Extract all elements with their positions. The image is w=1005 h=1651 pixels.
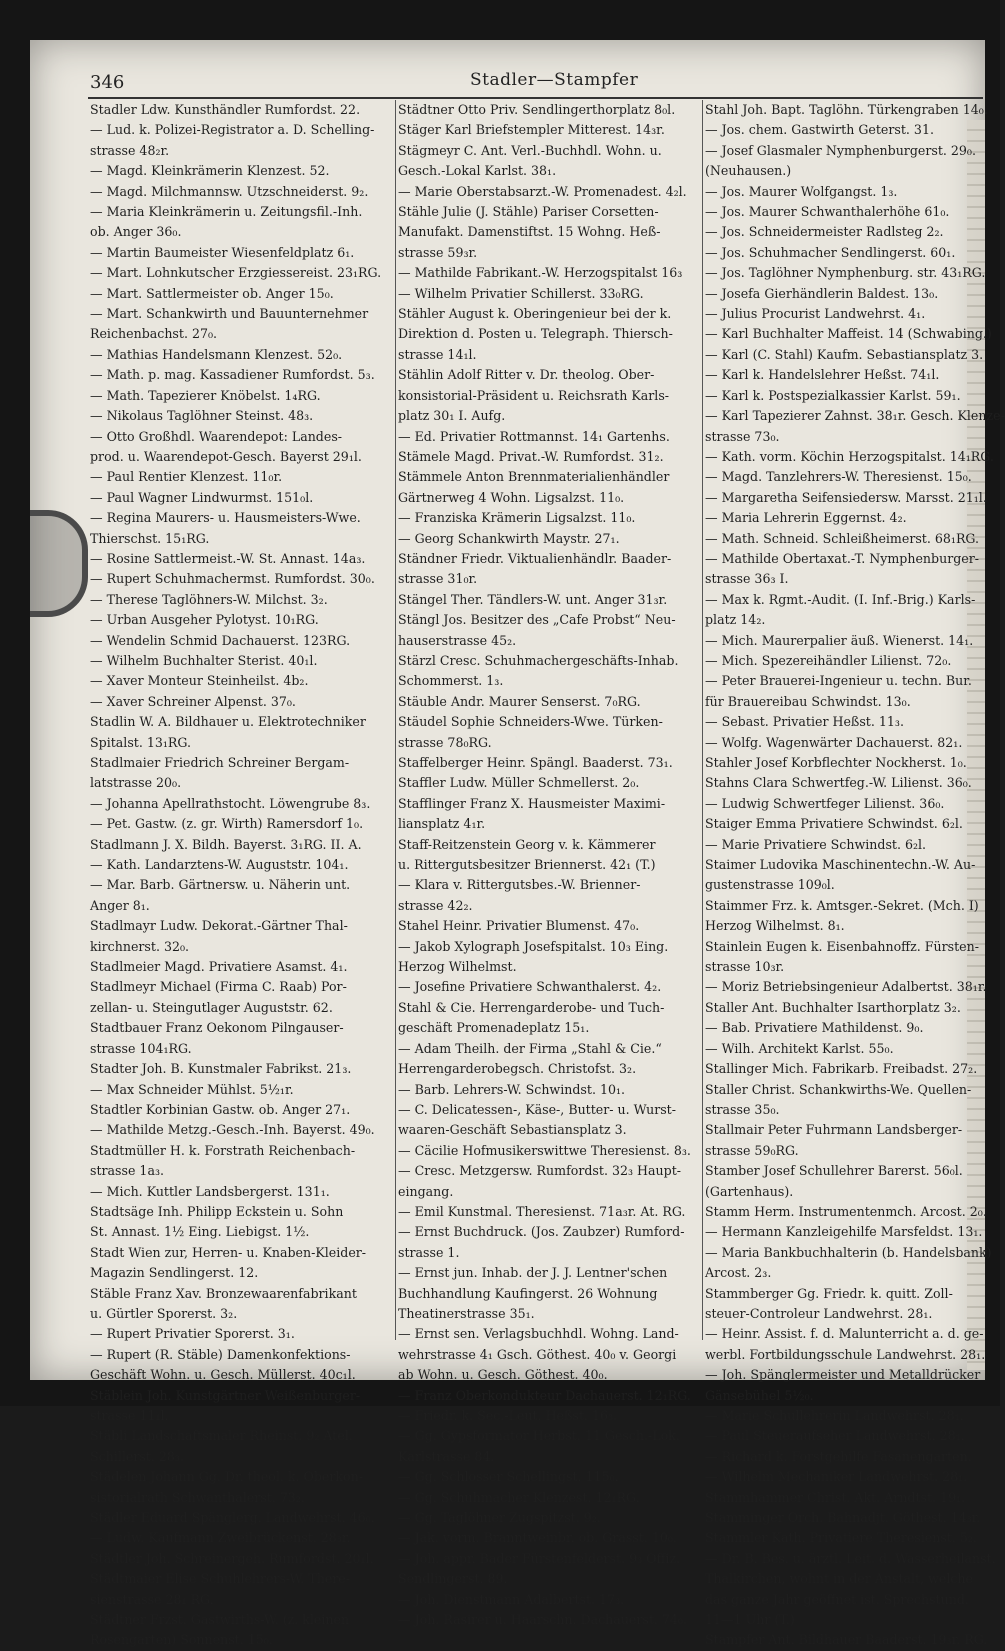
directory-entry-line: — Franz Oberkondukteur Dachauerst. 12₁RG. [398, 1387, 691, 1403]
directory-entry-line: Stammhammer Christ. Akt. Arndtst. 19₁. [705, 1489, 966, 1505]
directory-entry-line: — Johanna Apellrathstocht. Löwengrube 8₃. [90, 795, 371, 811]
directory-entry-line: — Wilhelm Privatier Schillerst. 33₀RG. [398, 285, 644, 301]
directory-entry-line: — C. Delicatessen-, Käse-, Butter- u. Wurst- [398, 1101, 676, 1117]
directory-entry-line: Stampfer Ant. Bildhauer Baaderst. 19₃r. RG. [705, 1632, 988, 1648]
directory-entry-line: — Max Schneider Mühlst. 5½₁r. [90, 1081, 294, 1097]
column-3 [705, 100, 1005, 1648]
directory-entry-line: Staimer Ludovika Maschinentechn.-W. Au- [705, 857, 976, 873]
directory-entry-line: — Ernst sen. Verlagsbuchhdl. Wohng. Land- [398, 1326, 679, 1342]
directory-entry-line: Stadlmann J. X. Bildh. Bayerst. 3₁RG. II. A. [90, 836, 362, 852]
directory-entry-line: Sendlingerst. 89. [398, 1571, 508, 1587]
directory-entry-line: Manufakt. Damenstiftst. 15 Wohng. Heß- [398, 224, 661, 240]
directory-entry-line: (Neuhausen.) [705, 163, 792, 179]
directory-entry-line: — Magd. Tanzlehrers-W. Theresienst. 15₀. [705, 469, 972, 485]
directory-entry-line: Staller Ant. Buchhalter Isarthorplatz 3₂. [705, 999, 961, 1015]
directory-entry-line: — Kath. vorm. Köchin Herzogspitalst. 14₁RG. [705, 448, 994, 464]
directory-entry-line: Stadlmeier Magd. Privatiere Asamst. 4₁. [90, 959, 348, 975]
directory-entry-line: strasse 73₀. [705, 428, 780, 444]
directory-entry-line: strasse 11₁l. [90, 1408, 169, 1423]
directory-entry-line: — Math. p. mag. Kassadiener Rumfordst. 5₃. [90, 367, 375, 383]
directory-entry-line: strasse 10₃r. [705, 959, 785, 975]
directory-entry-line: strasse 14₁l. [398, 346, 477, 362]
directory-entry-line: strasse 104₁RG. [90, 1040, 192, 1056]
directory-entry-line: Stallinger Mich. Fabrikarb. Freibadst. 27₂. [705, 1061, 978, 1077]
directory-entry-line: Stäudel Sophie Schneiders-Wwe. Türken- [398, 714, 663, 730]
directory-entry-line: sienstrasse 28₁ RG. [90, 1591, 214, 1607]
directory-entry-line: waaren-Geschäft Sebastiansplatz 3. [398, 1122, 627, 1138]
directory-entry-line: strasse 59₃r. [398, 244, 478, 260]
directory-entry-line: — Marie Oberstabsarzt.-W. Promenadest. 4₂l. [398, 183, 687, 199]
directory-entry-line: Stärzl Cresc. Schuhmachergeschäfts-Inhab. [398, 652, 679, 668]
directory-entry-line: Stähler August k. Oberingenieur bei der k. [398, 306, 672, 322]
directory-entry-line: — Joh. Dienstmann Adalbertst. 17₃. [398, 1591, 625, 1607]
directory-entry-line: — Joh. Rasirer u. Haarschn. Dachauerst. 74₀. [398, 1612, 687, 1628]
directory-entry-line: Stamminger Orch. Bahnadjt. Göthest. 14₃r. [705, 1510, 981, 1526]
directory-entry-line: das ganze Jahr geöffnet ist. Sprechstund. [705, 1591, 969, 1607]
directory-entry-line: Staff-Reitzenstein Georg v. k. Kämmerer [398, 836, 656, 852]
directory-entry-line: Staller Christ. Schankwirths-We. Quellen- [705, 1081, 972, 1097]
directory-entry-line: geschäft Promenadeplatz 15₁. [398, 1020, 590, 1036]
directory-entry-line: Stäblein Joh. Kunstgärtner Weißenburger- [90, 1387, 361, 1403]
directory-entry-line: Direktion d. Posten u. Telegraph. Thiersch- [398, 326, 673, 342]
directory-entry-line: konsistorial-Präsident u. Reichsrath Karls- [398, 387, 670, 403]
directory-entry-line: — Cresc. Metzgersw. Rumfordst. 32₃ Haupt- [398, 1163, 682, 1179]
directory-entry-line: — Otto Großhdl. Waarendepot: Landes- [90, 428, 343, 444]
directory-entry-line: Anger 8₁. [90, 897, 150, 913]
directory-entry-line: — Rosine Sattlermeist.-W. St. Annast. 14a₃. [90, 550, 366, 566]
directory-entry-line: Rosengarten) Sonnenst. 15₀. [90, 1632, 273, 1648]
directory-entry-line: — Heinr. Assist. f. d. Malunterricht a. d. ge- [705, 1326, 984, 1342]
directory-entry-line: Thalkirchen, wohnt in der Anstalt, welche [705, 1571, 973, 1587]
directory-entry-line: — Wilhelm Buchhalter Sterist. 40₁l. [90, 652, 318, 668]
directory-entry-line: Spitalst. 13₁RG. [90, 734, 192, 750]
directory-entry-line: Stämele Magd. Privat.-W. Rumfordst. 31₂. [398, 448, 664, 464]
directory-entry-line: — Jos. chem. Gastwirth Geterst. 31. [705, 122, 934, 138]
directory-entry-line: — Dr. B. Bes. u. ärztl. Leit. d. Wasserheilanst. [705, 1550, 996, 1566]
directory-entry-line: strasse 31₀r. [398, 571, 478, 587]
directory-entry-line: — Klara v. Rittergutsbes.-W. Brienner- [398, 877, 641, 893]
directory-entry-line: Theatinerstrasse 35₁. [398, 1305, 535, 1321]
directory-entry-line: — Richard k. Forstgehilfe Fasanengarten. [705, 1448, 972, 1464]
directory-entry-line: — Rupert Schuhmachermst. Rumfordst. 30₀. [90, 571, 375, 587]
directory-entry-line: — Jos. Schneidermeister Radlsteg 2₂. [705, 224, 944, 240]
directory-entry-line: u. Gürtler Sporerst. 3₂. [90, 1305, 238, 1321]
directory-entry-line: — Josef Glasmaler Nymphenburgerst. 29₀. [705, 142, 976, 158]
directory-entry-line: — Gg. Gypsformator Herbst. 11 Gesch.-Lok. [398, 1428, 680, 1444]
directory-entry-line: Arcost. 2₃. [705, 1265, 772, 1281]
directory-entry-line: — Urban Ausgeher Pylotyst. 10₁RG. [90, 612, 319, 628]
directory-entry-line: Thierschst. 15₁RG. [90, 530, 210, 546]
directory-entry-line: Städtmaier Elise Schuhlehrers-W. There- [90, 1571, 351, 1587]
directory-entry-line: Stadt Wien zur, Herren- u. Knaben-Kleider- [90, 1244, 367, 1260]
directory-entry-line: Stähle Julie (J. Stähle) Pariser Corsetten- [398, 204, 659, 220]
directory-entry-line: Staffler Ludw. Müller Schmellerst. 2₀. [398, 775, 640, 791]
column-rule [395, 100, 396, 1340]
directory-entry-line: — Wilh. Architekt Karlst. 55₀. [705, 1040, 894, 1056]
directory-entry-line: 11—1 Uhr (T.) [705, 1612, 795, 1628]
directory-entry-line: — Mich. Spezereihändler Lilienst. 72₀. [705, 652, 952, 668]
directory-entry-line: — Mathilde Obertaxat.-T. Nymphenburger- [705, 550, 980, 566]
directory-entry-line: — Xaver Monteur Steinheilst. 4b₂. [90, 673, 309, 689]
directory-entry-line: — Max k. Rgmt.-Audit. (I. Inf.-Brig.) Karls- [705, 591, 976, 607]
directory-entry-line: — Mich. Kuttler Landsbergerst. 131₁. [90, 1183, 330, 1199]
directory-entry-line: Stadlmeyr Michael (Firma C. Raab) Por- [90, 979, 347, 995]
directory-entry-line: ob. Anger 36₀. [90, 224, 182, 240]
directory-entry-line: platz 14₂. [705, 612, 766, 628]
directory-entry-line: — Wilhelm Mechaniker Landwehrst. 28₁. [705, 1469, 968, 1485]
directory-entry-line: — Karl Tapezierer Zahnst. 38₁r. Gesch. Klenze- [705, 408, 1005, 424]
directory-entry-line: Ständner Friedr. Viktualienhändlr. Baader- [398, 550, 672, 566]
directory-entry-line: Herrengarderobegsch. Christofst. 3₂. [398, 1061, 637, 1077]
directory-entry-line: — Margaretha Seifensiedersw. Marsst. 21₁l. [705, 489, 987, 505]
directory-entry-line: — Gg. Schuhmacher Klenzest. 12₁RG. [398, 1489, 640, 1505]
directory-entry-line: Stadtbauer Franz Oekonom Pilngauser- [90, 1020, 344, 1036]
directory-entry-line: — Ernst Buchdruck. (Jos. Zaubzer) Rumford- [398, 1224, 685, 1240]
column-rule [702, 100, 703, 1340]
directory-entry-line: Buchhandlung Kaufingerst. 26 Wohnung [398, 1285, 658, 1301]
column-1 [90, 100, 395, 1648]
directory-entry-line: strasse 35₀. [705, 1101, 780, 1117]
directory-entry-line: Schommerst. 1₃. [398, 673, 504, 689]
directory-entry-line: — Mar. Barb. Gärtnersw. u. Näherin unt. [90, 877, 351, 893]
directory-entry-line: Stadlmaier Friedrich Schreiner Bergam- [90, 755, 350, 770]
directory-entry-line: Stadlmayr Ludw. Dekorat.-Gärtner Thal- [90, 918, 348, 934]
directory-entry-line: strasse 1. [398, 1244, 460, 1260]
directory-entry-line: sistorialrath Schwanthalerst. 73₂. [90, 1489, 305, 1505]
directory-entry-line: Stadlin W. A. Bildhauer u. Elektrotechniker [90, 714, 366, 730]
directory-entry-line: — Wendelin Schmid Dachauerst. 123RG. [90, 632, 351, 648]
directory-entry-line: gustenstrasse 109₀l. [705, 877, 835, 893]
directory-entry-line: — Lud. k. Polizei-Registrator a. D. Schelling- [90, 122, 375, 138]
directory-entry-line: — Moriz Betriebsingenieur Adalbertst. 38₁r. [705, 979, 987, 995]
directory-entry-line: Stammberger Gg. Friedr. k. quitt. Zoll- [705, 1285, 953, 1301]
directory-entry-line: Stainlein Eugen k. Eisenbahnoffz. Fürsten- [705, 938, 979, 954]
directory-entry-line: — Franziska Krämerin Ligsalzst. 11₀. [398, 510, 636, 526]
directory-entry-line: — Josefa Gierhändlerin Baldest. 13₀. [705, 285, 939, 301]
directory-entry-line: — Mich. Maurerpalier äuß. Wienerst. 14₁. [705, 632, 974, 648]
directory-entry-line: — Magd. Milchmannsw. Utzschneiderst. 9₂. [90, 183, 369, 199]
directory-entry-line: Stadtler Korbinian Gastw. ob. Anger 27₁. [90, 1101, 351, 1117]
directory-entry-line: — Maria Bankbuchhalterin (b. Handelsbank) [705, 1244, 992, 1260]
directory-entry-line: — Cäcilie Hofmusikerswittwe Theresienst. 8₃. [398, 1142, 691, 1158]
directory-entry-line: — Karl Buchhalter Maffeist. 14 (Schwabing.) [705, 326, 992, 342]
directory-entry-line: Geschäft Wohn. u. Gesch. Müllerst. 40c₁l. [90, 1367, 356, 1383]
directory-entry-line: Stafflinger Franz X. Hausmeister Maximi- [398, 795, 666, 811]
directory-entry-line: Stägmeyr C. Ant. Verl.-Buchhdl. Wohn. u. [398, 142, 662, 158]
page-number: 346 [90, 72, 125, 93]
directory-entry-line: Städtner Frzst. Gastwirths-W. (z. kleinen [90, 1612, 350, 1628]
directory-entry-line: Stählin Adolf Ritter v. Dr. theolog. Ober- [398, 367, 655, 383]
directory-entry-line: — Math. Schneid. Schleißheimerst. 68₁RG. [705, 530, 980, 546]
directory-entry-line: steuer-Controleur Landwehrst. 28₁. [705, 1305, 933, 1321]
directory-entry-line: strasse 78₀RG. [398, 734, 492, 750]
directory-entry-line: Stadter Joh. B. Kunstmaler Fabrikst. 21₃. [90, 1061, 352, 1077]
directory-entry-line: Städtler Joh. Schreinergeh. Rumfordst. 20₁l. [90, 1550, 374, 1566]
directory-entry-line: — Xaver Schreiner Alpenst. 37₀. [90, 693, 296, 709]
directory-entry-line: Stäuble Andr. Maurer Senserst. 7₀RG. [398, 693, 641, 709]
directory-entry-line: Stahler Josef Korbflechter Nockherst. 1₀. [705, 755, 967, 770]
directory-entry-line: — Joh. Spänglermeister und Metalldrücker [705, 1367, 981, 1383]
directory-entry-line: — Mathias Handelsmann Klenzest. 52₀. [90, 346, 343, 362]
directory-entry-line: strasse 1a₃. [90, 1163, 165, 1179]
directory-entry-line: — Maria Lehrerin Eggernst. 4₂. [705, 510, 907, 526]
directory-entry-line: St. Annast. 1½ Eing. Liebigst. 1½. [90, 1224, 310, 1240]
directory-entry-line: — Georg Schankwirth Maystr. 27₁. [398, 530, 620, 546]
binder-clip [30, 510, 88, 617]
directory-entry-line: Stängl Jos. Besitzer des „Cafe Probst“ Neu- [398, 612, 676, 628]
directory-entry-line: — Nikolaus Taglöhner Steinst. 48₃. [90, 408, 314, 424]
directory-entry-line: — Emil Kunstmal. Theresienst. 71a₃r. At. RG. [398, 1203, 686, 1219]
directory-entry-line: Stadler Ldw. Kunsthändler Rumfordst. 22. [90, 102, 361, 117]
directory-entry-line: Herzog Wilhelmst. 8₁. [705, 918, 845, 934]
directory-entry-line: Stamm Herm. Instrumentenmch. Arcost. 2₀. [705, 1203, 987, 1219]
directory-entry-line: Gesch.-Lokal Karlst. 38₁. [398, 163, 557, 179]
directory-entry-line: — Friedr. k. Sec.-Leut. Heßst. 16₃. [398, 1408, 618, 1423]
directory-entry-line: liansplatz 4₁r. [398, 816, 486, 832]
directory-entry-line: — Mart. Schankwirth und Bauunternehmer [90, 306, 369, 322]
directory-entry-line: Stadtsäge Inh. Philipp Eckstein u. Sohn [90, 1203, 344, 1219]
directory-entry-line: Stäble Franz Xav. Bronzewaarenfabrikant [90, 1285, 357, 1301]
directory-entry-line: — Josefine Privatiere Schwanthalerst. 4₂. [398, 979, 662, 995]
directory-entry-line: Herzog Wilhelmst. [398, 959, 517, 975]
directory-entry-line: wehrstrasse 4₁ Gsch. Göthest. 40₀ v. Georgi [398, 1346, 677, 1362]
directory-entry-line: — Rupert (R. Stäble) Damenkonfektions- [90, 1346, 351, 1362]
directory-entry-line: — Rupert Privatier Sporerst. 3₁. [90, 1326, 295, 1342]
directory-entry-line: — Karl k. Postspezialkassier Karlst. 59₁. [705, 387, 961, 403]
directory-entry-line: Staimmer Frz. k. Amtsger.-Sekret. (Mch. I) [705, 897, 979, 913]
directory-entry-line: für Brauereibau Schwindst. 13₀. [705, 693, 911, 709]
directory-entry-line: strasse 59₀RG. [705, 1142, 799, 1158]
directory-entry-line: zellan- u. Steingutlager Auguststr. 62. [90, 999, 333, 1015]
directory-entry-line: — Wolfg. Wagenwärter Dachauerst. 82₁. [705, 734, 963, 750]
directory-entry-line: — Gg. Taglöhner Zugspitzst. 9₂. [398, 1510, 601, 1526]
directory-entry-line: Stahl & Cie. Herrengarderobe- und Tuch- [398, 999, 665, 1015]
directory-entry-line: strasse 48₂r. [90, 142, 170, 158]
directory-entry-line: Stahns Clara Schwertfeg.-W. Lilienst. 36₀. [705, 775, 972, 791]
directory-entry-line: — Jakob Xylograph Josefspitalst. 10₃ Eing. [398, 938, 669, 954]
directory-entry-line: — Regina Maurers- u. Hausmeisters-Wwe. [90, 510, 361, 526]
directory-entry-line: werbl. Fortbildungsschule Landwehrst. 28₁. [705, 1346, 986, 1362]
directory-entry-line: — Jos. Maurer Wolfgangst. 1₃. [705, 183, 898, 199]
directory-entry-line: Karlstrasse 84. [398, 1448, 495, 1464]
directory-entry-line: — Pet. Gastw. (z. gr. Wirth) Ramersdorf 1₀. [90, 816, 364, 832]
directory-entry-line: — Jak. vorm. Branntweinbr. ob. Grasst. 10₀. [398, 1530, 677, 1546]
directory-entry-line: Stallmair Peter Fuhrmann Landsberger- [705, 1122, 963, 1138]
directory-entry-line: strasse 42₂. [398, 897, 473, 913]
directory-entry-line: Stahl Joh. Bapt. Taglöhn. Türkengraben 14₀. [705, 102, 988, 117]
directory-entry-line: Gänsebühel 5½₀. [705, 1387, 814, 1403]
directory-entry-line: — Mathilde Metzg.-Gesch.-Inh. Bayerst. 49₀. [90, 1122, 375, 1138]
directory-entry-line: platz 30₁ I. Aufg. [398, 408, 506, 424]
directory-entry-line: Städtner Otto Priv. Sendlingerthorplatz 8₀l. [398, 102, 676, 117]
directory-entry-line: — Paul Wagner Lindwurmst. 151₀l. [90, 489, 314, 505]
header-rule [88, 97, 983, 99]
directory-entry-line: latstrasse 20₀. [90, 775, 182, 791]
directory-entry-line: — Jos. Taglöhner Nymphenburg. str. 43₁RG. [705, 265, 986, 281]
directory-entry-line: — Maria Kleinkrämerin u. Zeitungsfil.-Inh. [90, 204, 363, 220]
directory-entry-line: — Marie Privatiere Schwindst. 6₂l. [705, 836, 927, 852]
directory-entry-line: — Therese Taglöhners-W. Milchst. 3₂. [90, 591, 328, 607]
directory-entry-line: — Ernst jun. Inhab. der J. J. Lentner'schen [398, 1265, 668, 1281]
directory-entry-line: strasse 36₃ I. [705, 571, 789, 587]
directory-entry-line: — Jos. Schuhmacher Sendlingerst. 60₁. [705, 244, 956, 260]
directory-entry-line: — Paul Steueraufseher Landwehrst. 28₁. [705, 1428, 965, 1444]
directory-entry-line: Stängel Ther. Tändlers-W. unt. Anger 31₃r. [398, 591, 668, 607]
directory-entry-line: prod. u. Waarendepot-Gesch. Bayerst 29₁l. [90, 448, 362, 464]
directory-entry-line: Stäger Karl Briefstempler Mitterest. 14₃r. [398, 122, 665, 138]
directory-entry-line: Städelen Johann Gg. Dr. theol. k. Oberkon- [90, 1469, 363, 1485]
directory-entry-line: — Ludwig Schwertfeger Lilienst. 36₀. [705, 795, 945, 811]
directory-entry-line: Stahel Heinr. Privatier Blumenst. 47₀. [398, 918, 640, 934]
directory-entry-line: — Magd. Kleinkrämerin Klenzest. 52. [90, 163, 330, 179]
directory-entry-line: u. Rittergutsbesitzer Briennerst. 42₁ (T.) [398, 857, 656, 873]
directory-entry-line: Gärtnerweg 4 Wohn. Ligsalzst. 11₀. [398, 489, 625, 505]
directory-entry-line: — Karl (C. Stahl) Kaufm. Sebastiansplatz 3. [705, 346, 984, 362]
directory-entry-line: Schillerst. 28₃. [90, 1448, 184, 1464]
directory-entry-line: Staiger Emma Privatiere Schwindst. 6₂l. [705, 816, 963, 832]
directory-entry-line: — Martin Baumeister Wiesenfeldplatz 6₁. [90, 244, 355, 260]
directory-entry-line: Reichenbachst. 27₀. [90, 326, 218, 342]
directory-entry-line: — Hermann Kanzleigehilfe Marsfeldst. 13₁. [705, 1224, 983, 1240]
directory-entry-line: Stamber Josef Schullehrer Barerst. 56₀l. [705, 1163, 963, 1179]
column-2 [398, 100, 703, 1628]
directory-entry-line: Stämmele Anton Brennmaterialienhändler [398, 469, 670, 485]
directory-entry-line: — Karl k. Handelslehrer Heßst. 74₁l. [705, 367, 940, 383]
directory-entry-line: Stadtmüller H. k. Forstrath Reichenbach- [90, 1142, 356, 1158]
directory-entry-line: — Ed. Privatier Rottmannst. 14₁ Gartenhs. [398, 428, 670, 444]
directory-entry-line: — Gg. Schlosser Schellingst. 115₀. [398, 1469, 619, 1485]
directory-entry-line: ab Wohn. u. Gesch. Göthest. 40₀. [398, 1367, 608, 1383]
directory-entry-line: — Marie Schullehrerin Landwehrst. 28₁. [705, 1408, 964, 1423]
directory-entry-line: — Mart. Sattlermeister ob. Anger 15₀. [90, 285, 334, 301]
directory-entry-line: — Sebast. Privatier Heßst. 11₃. [705, 714, 904, 730]
directory-entry-line: — Math. Tapezierer Knöbelst. 1₄RG. [90, 387, 321, 403]
directory-entry-line: — Ludw. Kaufmann Zweibrückenst. 28₃r. [90, 1530, 351, 1546]
directory-entry-line: Stammler Kath. Privatiere Theresienst. 5₂. [705, 1530, 977, 1546]
directory-entry-line: (Gartenhaus). [705, 1183, 794, 1199]
directory-entry-line: hauserstrasse 45₂. [398, 632, 517, 648]
directory-entry-line: — Mart. Lohnkutscher Erzgiessereist. 23₁RG. [90, 265, 382, 281]
directory-entry-line: Städler Eduard Spänglerg. Landwehrst. 46₀. [90, 1510, 375, 1526]
directory-entry-line: Magazin Sendlingerst. 12. [90, 1265, 259, 1281]
directory-entry-line: — Adam Theilh. der Firma „Stahl & Cie.“ [398, 1040, 662, 1056]
directory-entry-line: — Jos. Maurer Schwanthalerhöhe 61₀. [705, 204, 950, 220]
directory-entry-line: eingang. [398, 1183, 454, 1199]
directory-entry-line: — Barb. Lehrers-W. Schwindst. 10₁. [398, 1081, 626, 1097]
directory-entry-line: Staffelberger Heinr. Spängl. Baaderst. 73₁. [398, 755, 673, 770]
directory-entry-line: — Kath. Landarztens-W. Auguststr. 104₁. [90, 857, 349, 873]
directory-entry-line: — Bab. Privatiere Mathildenst. 9₀. [705, 1020, 924, 1036]
directory-entry-line: — Paul Rentier Klenzest. 11₀r. [90, 469, 283, 485]
directory-entry-line: — Joh. appr. Bader Fürstenfelderst. 9₃ Offiz. [398, 1550, 681, 1566]
directory-entry-line: — Peter Brauerei-Ingenieur u. techn. Bur. [705, 673, 972, 689]
directory-entry-line: — Mathilde Fabrikant.-W. Herzogspitalst 16₃ [398, 265, 683, 281]
directory-entry-line: — Julius Procurist Landwehrst. 4₁. [705, 306, 926, 322]
running-head: Stadler—Stampfer [470, 70, 639, 90]
directory-entry-line: Stäbli Landschaftsmaler Rheinst. 9₂ Atel. [90, 1428, 353, 1444]
directory-entry-line: kirchnerst. 32₀. [90, 938, 190, 954]
